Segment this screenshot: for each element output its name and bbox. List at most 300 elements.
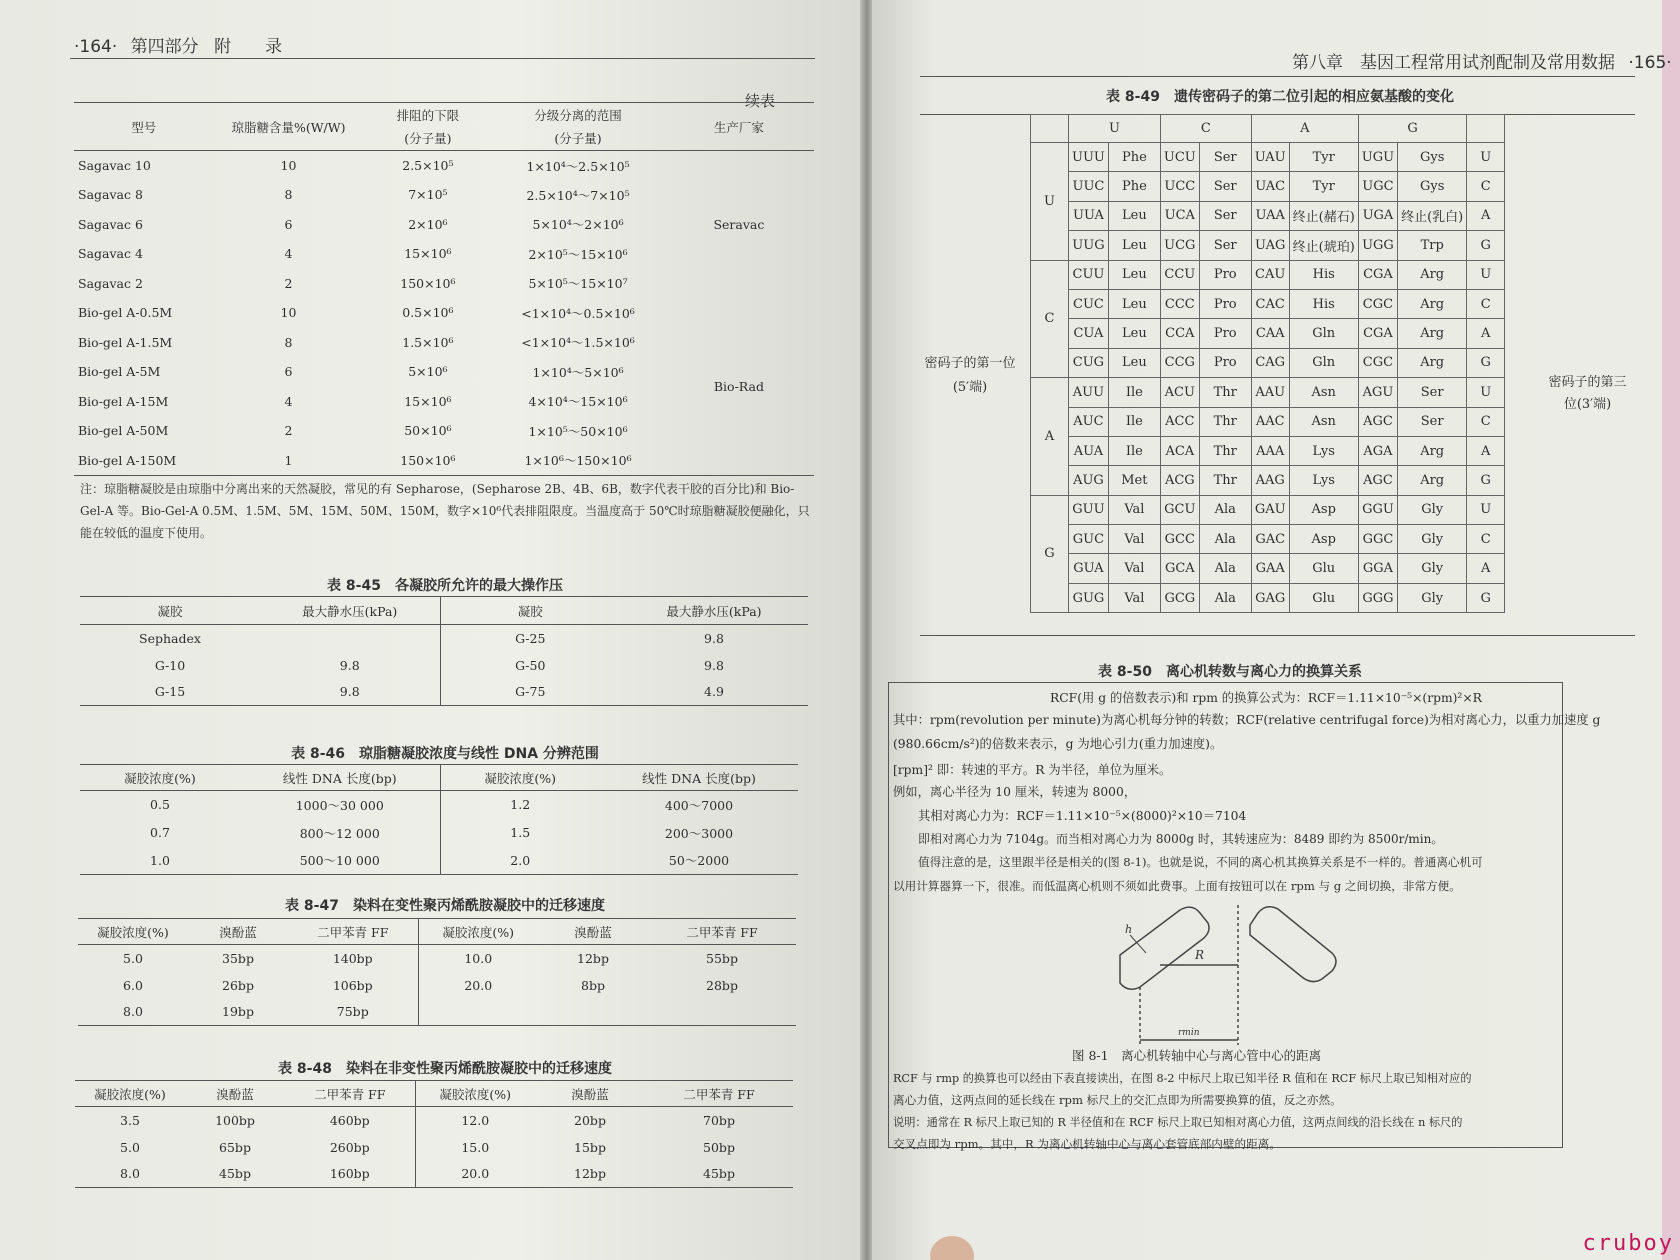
amino-acid: Arg <box>1398 260 1467 289</box>
gel-exclusion-limit: 50×10⁶ <box>404 423 452 439</box>
amino-acid: Lys <box>1289 466 1358 495</box>
third-base: G <box>1467 348 1505 377</box>
amino-acid: His <box>1289 260 1358 289</box>
third-base: U <box>1467 378 1505 407</box>
t845-right-cell: G-25 <box>440 625 620 652</box>
t846-right-cell: 2.0 <box>440 847 600 875</box>
watermark: cruboy <box>1582 1231 1674 1256</box>
gel-header-exclusion: 排阻的下限 <box>396 107 460 123</box>
second-base-a: A <box>1251 115 1358 143</box>
codon-row <box>1031 143 1505 172</box>
third-base: U <box>1467 495 1505 524</box>
t845-left-cell: 9.8 <box>339 684 360 700</box>
t846-row <box>80 791 798 819</box>
gel-fractionation-range: 4×10⁴～15×10⁶ <box>528 394 628 410</box>
t848-right-cell: 15bp <box>574 1139 606 1155</box>
codon: GUU <box>1069 495 1109 524</box>
t849-caption: 表 8-49 遗传密码子的第二位引起的相应氨基酸的变化 <box>1106 89 1454 105</box>
t847-h3: 二甲苯青 FF <box>317 924 389 940</box>
codon-header-row <box>1031 115 1505 143</box>
t848-row <box>75 1107 793 1134</box>
t845-h3: 凝胶 <box>440 597 620 625</box>
codon: UCA <box>1160 201 1199 230</box>
right-chapter-title: 第八章 基因工程常用试剂配制及常用数据 <box>1292 53 1615 73</box>
codon: UCC <box>1160 172 1199 201</box>
t850-line-8: 值得注意的是，这里跟半径是相关的(图 8-1)。也就是说，不同的离心机其换算关系是不一样的。普通离心机可 <box>918 855 1483 869</box>
codon: AAU <box>1251 378 1289 407</box>
t848-h1: 凝胶浓度(%) <box>94 1086 166 1102</box>
figure-caption: 图 8-1 离心机转轴中心与离心管中心的距离 <box>1072 1048 1322 1063</box>
gel-maker: Seravac <box>713 217 765 232</box>
t848-left-cell: 65bp <box>219 1139 251 1155</box>
t847-h1: 凝胶浓度(%) <box>97 924 169 940</box>
codon-row <box>1031 554 1505 583</box>
gel-exclusion-limit: 0.5×10⁶ <box>402 305 454 321</box>
amino-acid: Thr <box>1199 378 1251 407</box>
t845-row <box>80 679 808 706</box>
codon: GUG <box>1069 583 1109 612</box>
codon-table <box>1030 114 1505 613</box>
amino-acid: Leu <box>1108 201 1160 230</box>
gel-content: 6 <box>284 364 293 380</box>
t847-left-cell: 26bp <box>222 977 254 993</box>
amino-acid: Asp <box>1289 495 1358 524</box>
gel-content: 8 <box>284 334 293 350</box>
t846-left-cell: 800～12 000 <box>299 825 380 841</box>
first-position-label-1: 密码子的第一位 <box>924 356 1016 371</box>
codon: CGA <box>1358 319 1397 348</box>
codon: CCG <box>1160 348 1199 377</box>
right-page-number: ·165· <box>1628 53 1672 73</box>
codon: AUC <box>1069 407 1109 436</box>
codon-row <box>1031 525 1505 554</box>
codon-row <box>1031 436 1505 465</box>
gel-maker: Bio-Rad <box>713 378 764 394</box>
t846-caption: 表 8-46 琼脂糖凝胶浓度与线性 DNA 分辨范围 <box>291 746 599 762</box>
amino-acid: Pro <box>1199 289 1251 318</box>
third-position-label-2: 位(3′端) <box>1563 397 1612 412</box>
t848-h3: 二甲苯青 FF <box>314 1086 386 1102</box>
t846-h3: 凝胶浓度(%) <box>440 765 600 791</box>
right-tube-outline <box>1250 907 1336 982</box>
amino-acid: Asp <box>1289 525 1358 554</box>
first-base: U <box>1031 143 1069 261</box>
amino-acid: Arg <box>1398 466 1467 495</box>
gel-model: Sagavac 8 <box>78 187 143 203</box>
t847-left-cell: 5.0 <box>123 950 143 966</box>
amino-acid: Ala <box>1199 583 1251 612</box>
third-base: A <box>1467 554 1505 583</box>
t846-left-cell: 1.0 <box>150 852 170 868</box>
gel-fractionation-range: 2.5×10⁴～7×10⁵ <box>526 187 630 203</box>
codon: UAA <box>1251 201 1289 230</box>
amino-acid: Leu <box>1108 231 1160 260</box>
t846-left-cell: 500～10 000 <box>299 853 380 869</box>
header-rule <box>70 58 815 59</box>
gel-model: Bio-gel A-5M <box>78 364 161 380</box>
codon-row <box>1031 231 1505 260</box>
gel-content: 8 <box>284 187 293 203</box>
amino-acid: Thr <box>1199 436 1251 465</box>
first-position-label <box>910 352 1030 400</box>
t848-h4: 凝胶浓度(%) <box>415 1081 535 1107</box>
right-page-header <box>1292 48 1672 73</box>
gel-exclusion-limit: 15×10⁶ <box>404 393 452 409</box>
gel-model: Sagavac 10 <box>78 158 151 173</box>
t847-h6: 二甲苯青 FF <box>686 924 758 940</box>
amino-acid: Val <box>1108 583 1160 612</box>
t848-h5: 溴酚蓝 <box>571 1086 609 1102</box>
t846-header <box>80 765 798 791</box>
amino-acid: Pro <box>1199 319 1251 348</box>
t845-h4: 最大静水压(kPa) <box>666 603 762 619</box>
codon-row <box>1031 378 1505 407</box>
left-section-label: 第四部分 <box>130 37 199 57</box>
t848-right-cell: 20.0 <box>415 1161 535 1188</box>
second-base-c: C <box>1160 115 1251 143</box>
t846-right-cell: 1.2 <box>440 791 600 819</box>
t850-line-13: 交叉点即为 rpm。其中，R 为离心机转轴中心与离心套管底部内壁的距离。 <box>893 1137 1281 1151</box>
codon: CCC <box>1160 289 1199 318</box>
t846-row <box>80 847 798 875</box>
gel-content: 6 <box>284 216 293 232</box>
t847-left-cell: 75bp <box>336 1004 369 1020</box>
amino-acid: Met <box>1108 466 1160 495</box>
first-position-label-2: (5′端) <box>952 380 988 395</box>
codon: GCA <box>1160 554 1199 583</box>
gel-model: Bio-gel A-15M <box>78 393 169 409</box>
left-section-title: 附 录 <box>214 37 283 57</box>
amino-acid: Ala <box>1199 554 1251 583</box>
codon: AUG <box>1069 466 1109 495</box>
t845-table <box>80 596 808 706</box>
gel-model: Sagavac 2 <box>78 275 143 291</box>
codon-row <box>1031 172 1505 201</box>
t848-right-cell: 15.0 <box>415 1134 535 1161</box>
t846-right-cell: 200～3000 <box>664 825 734 841</box>
t850-line-10: RCF 与 rmp 的换算也可以经由下表直接读出，在图 8-2 中标尺上取已知半径 R 值和在 RCF 标尺上取已知相对应的 <box>893 1072 1472 1085</box>
gel-fractionation-range: 1×10⁵～50×10⁶ <box>528 423 628 439</box>
t850-line-2: 其中：rpm(revolution per minute)为离心机每分钟的转数；RCF(relative centrifugal force)为相对离心力，以重力加速度 g <box>893 713 1601 727</box>
t845-caption: 表 8-45 各凝胶所允许的最大操作压 <box>327 578 563 594</box>
t847-right-cell <box>648 999 796 1026</box>
codon-row <box>1031 201 1505 230</box>
amino-acid: Ser <box>1199 201 1251 230</box>
amino-acid: Ser <box>1199 143 1251 172</box>
amino-acid: Gln <box>1289 319 1358 348</box>
codon: CAG <box>1251 348 1289 377</box>
codon: ACU <box>1160 378 1199 407</box>
t848-right-cell: 70bp <box>703 1112 735 1128</box>
codon: UUG <box>1069 231 1109 260</box>
gel-fractionation-range: 2×10⁵～15×10⁶ <box>528 246 628 262</box>
t850-line-12: 说明：通常在 R 标尺上取已知的 R 半径值和在 RCF 标尺上取已知相对离心力值，这两点间线的沿长线在 n 标尺的 <box>893 1116 1463 1129</box>
third-base: G <box>1467 466 1505 495</box>
codon: UCU <box>1160 143 1199 172</box>
gel-table-note: 注：琼脂糖凝胶是由琼脂中分离出来的天然凝胶，常见的有 Sepharose，(Sepharose 2B、4B、6B，数字代表干胶的百分比)和 Bio-Gel-A 等。Bio-Gel-A 0.5M、1.5M、5M、15M、50M、150M，数字×10⁶代表排阻限度。当温度高于 50℃时琼脂糖凝胶便融化，只能在较低的温度下使用。 <box>80 482 810 540</box>
codon: UGA <box>1358 201 1397 230</box>
t848-table <box>75 1080 793 1188</box>
t845-header <box>80 597 808 625</box>
amino-acid: Ile <box>1108 436 1160 465</box>
codon: AGC <box>1358 407 1397 436</box>
codon: GAC <box>1251 525 1289 554</box>
t847-left-cell: 8.0 <box>123 1004 143 1020</box>
codon-corner-right <box>1467 115 1505 143</box>
t847-header <box>78 919 796 945</box>
t848-h2: 溴酚蓝 <box>216 1086 254 1102</box>
amino-acid: Ala <box>1199 495 1251 524</box>
t846-h1: 凝胶浓度(%) <box>124 770 196 786</box>
amino-acid: His <box>1289 289 1358 318</box>
amino-acid: Glu <box>1289 554 1358 583</box>
t848-row <box>75 1161 793 1188</box>
t850-line-9: 以用计算器算一下，很准。而低温离心机则不须如此费事。上面有按钮可以在 rpm 与 g 之间切换，非常方便。 <box>893 879 1461 893</box>
gel-header-range: 分级分离的范围 <box>534 107 622 123</box>
amino-acid: Gln <box>1289 348 1358 377</box>
first-base: A <box>1031 378 1069 496</box>
gel-header-mw-2: (分子量) <box>554 131 602 147</box>
t850-formula: RCF(用 g 的倍数表示)和 rpm 的换算公式为：RCF＝1.11×10⁻⁵×(rpm)²×R <box>1050 691 1482 705</box>
t850-line-3: (980.66cm/s²)的倍数来表示，g 为地心引力(重力加速度)。 <box>893 737 1223 751</box>
t845-left-cell: G-15 <box>154 684 186 700</box>
t847-h5: 溴酚蓝 <box>574 924 612 940</box>
amino-acid: Gys <box>1398 143 1467 172</box>
codon-row <box>1031 407 1505 436</box>
gel-exclusion-limit: 5×10⁶ <box>408 364 448 380</box>
amino-acid: Val <box>1108 495 1160 524</box>
codon: AAC <box>1251 407 1289 436</box>
first-base: G <box>1031 495 1069 613</box>
gel-content: 4 <box>284 393 293 409</box>
amino-acid: Tyr <box>1289 143 1358 172</box>
codon: ACC <box>1160 407 1199 436</box>
h-label: h <box>1125 923 1133 936</box>
gel-fractionation-range: 5×10⁴～2×10⁶ <box>532 217 624 233</box>
first-base: C <box>1031 260 1069 378</box>
amino-acid: Leu <box>1108 348 1160 377</box>
codon: ACA <box>1160 436 1199 465</box>
rotor-diagram <box>1100 895 1350 1055</box>
t848-row <box>75 1134 793 1161</box>
codon-row <box>1031 583 1505 612</box>
amino-acid: Arg <box>1398 348 1467 377</box>
gel-fractionation-range: <1×10⁴～0.5×10⁶ <box>521 305 635 321</box>
t845-left-cell <box>260 625 440 652</box>
t848-header <box>75 1081 793 1107</box>
codon-corner <box>1031 115 1069 143</box>
amino-acid: Tyr <box>1289 172 1358 201</box>
codon: UCG <box>1160 231 1199 260</box>
third-base: G <box>1467 231 1505 260</box>
t850-caption: 表 8-50 离心机转数与离心力的换算关系 <box>1098 664 1362 680</box>
amino-acid: Arg <box>1398 289 1467 318</box>
amino-acid: Phe <box>1108 143 1160 172</box>
t846-right-cell: 1.5 <box>440 819 600 847</box>
codon: AAG <box>1251 466 1289 495</box>
amino-acid: Phe <box>1108 172 1160 201</box>
gel-exclusion-limit: 15×10⁶ <box>404 246 452 262</box>
codon: GCU <box>1160 495 1199 524</box>
t845-right-cell: 4.9 <box>704 684 724 700</box>
t845-right-cell: G-75 <box>440 679 620 706</box>
t845-left-cell: Sephadex <box>139 630 201 646</box>
codon-row <box>1031 319 1505 348</box>
codon: CCA <box>1160 319 1199 348</box>
codon: AGC <box>1358 466 1397 495</box>
t846-right-cell: 400～7000 <box>664 797 734 813</box>
t848-right-cell: 12bp <box>574 1166 606 1182</box>
t850-line-6: 其相对离心力为：RCF＝1.11×10⁻⁵×(8000)²×10＝7104 <box>918 809 1247 823</box>
gel-fractionation-range: 5×10⁵～15×10⁷ <box>528 276 628 292</box>
t848-left-cell: 160bp <box>329 1166 370 1182</box>
amino-acid: Thr <box>1199 466 1251 495</box>
t848-right-cell: 12.0 <box>415 1107 535 1134</box>
codon: UAC <box>1251 172 1289 201</box>
codon: AUA <box>1069 436 1109 465</box>
third-base: C <box>1467 407 1505 436</box>
t847-left-cell: 6.0 <box>123 977 143 993</box>
t846-left-cell: 1000～30 000 <box>295 797 384 813</box>
t847-right-cell: 8bp <box>581 977 605 993</box>
amino-acid: Leu <box>1108 260 1160 289</box>
t846-h2: 线性 DNA 长度(bp) <box>282 770 397 786</box>
gel-model: Sagavac 6 <box>78 216 143 232</box>
gel-fractionation-range: <1×10⁴～1.5×10⁶ <box>521 335 635 351</box>
t847-right-cell: 55bp <box>706 950 738 966</box>
codon: GGU <box>1358 495 1397 524</box>
amino-acid: Gly <box>1398 525 1467 554</box>
amino-acid: Trp <box>1398 231 1467 260</box>
t848-left-cell: 3.5 <box>120 1112 140 1128</box>
codon: AAA <box>1251 436 1289 465</box>
amino-acid: Ile <box>1108 407 1160 436</box>
third-base: C <box>1467 525 1505 554</box>
t848-right-cell: 45bp <box>703 1166 735 1182</box>
t845-left-cell: 9.8 <box>339 657 360 673</box>
t846-left-cell: 0.5 <box>150 797 170 813</box>
codon: UAU <box>1251 143 1289 172</box>
gel-content: 4 <box>284 246 293 262</box>
amino-acid: Leu <box>1108 289 1160 318</box>
amino-acid: Gys <box>1398 172 1467 201</box>
codon: CAC <box>1251 289 1289 318</box>
t845-row <box>80 625 808 652</box>
t848-left-cell: 8.0 <box>120 1166 140 1182</box>
gel-table-row <box>74 151 814 181</box>
codon: GUC <box>1069 525 1109 554</box>
codon: UGG <box>1358 231 1397 260</box>
codon: CGC <box>1358 289 1397 318</box>
background-edge <box>1662 0 1680 1260</box>
t847-right-cell: 12bp <box>577 950 609 966</box>
second-base-g: G <box>1358 115 1466 143</box>
amino-acid: Asn <box>1289 407 1358 436</box>
t850-line-5: 例如，离心半径为 10 厘米，转速为 8000， <box>893 785 1137 799</box>
t847-right-cell <box>538 999 648 1026</box>
codon: CAU <box>1251 260 1289 289</box>
t846-h4: 线性 DNA 长度(bp) <box>642 770 756 786</box>
gel-header-maker: 生产厂家 <box>713 119 764 135</box>
t847-left-cell: 140bp <box>332 950 373 966</box>
codon: ACG <box>1160 466 1199 495</box>
codon: GGA <box>1358 554 1397 583</box>
gel-exclusion-limit: 2×10⁶ <box>408 216 448 232</box>
t848-caption: 表 8-48 染料在非变性聚丙烯酰胺凝胶中的迁移速度 <box>278 1061 612 1077</box>
amino-acid: Asn <box>1289 378 1358 407</box>
gel-fractionation-range: 1×10⁶～150×10⁶ <box>524 453 632 468</box>
codon: AUU <box>1069 378 1109 407</box>
codon: GAG <box>1251 583 1289 612</box>
t847-right-cell: 28bp <box>706 977 738 993</box>
codon: GAA <box>1251 554 1289 583</box>
gel-model: Sagavac 4 <box>78 246 143 262</box>
t848-left-cell: 260bp <box>329 1139 370 1155</box>
t845-row <box>80 652 808 679</box>
codon: GGC <box>1358 525 1397 554</box>
t847-left-cell: 35bp <box>222 950 254 966</box>
third-base: C <box>1467 289 1505 318</box>
left-page-number: ·164· <box>74 37 118 57</box>
gel-model: Bio-gel A-1.5M <box>78 334 173 350</box>
amino-acid: Gly <box>1398 583 1467 612</box>
third-base: U <box>1467 143 1505 172</box>
third-base: G <box>1467 583 1505 612</box>
t845-h1: 凝胶 <box>157 603 183 619</box>
gel-header-mw-1: (分子量) <box>404 131 452 147</box>
t845-h2: 最大静水压(kPa) <box>302 603 398 619</box>
right-header-rule <box>920 76 1635 77</box>
gel-content: 10 <box>280 158 297 173</box>
codon-row <box>1031 260 1505 289</box>
t847-right-cell: 20.0 <box>418 972 538 999</box>
gel-fractionation-range: 1×10⁴～2.5×10⁵ <box>526 158 630 174</box>
codon-row <box>1031 495 1505 524</box>
codon: GCG <box>1160 583 1199 612</box>
third-base: A <box>1467 319 1505 348</box>
codon: AGA <box>1358 436 1397 465</box>
continued-label: 续表 <box>745 92 776 110</box>
codon: UUU <box>1069 143 1109 172</box>
t847-row <box>78 972 796 999</box>
amino-acid: Arg <box>1398 436 1467 465</box>
codon: AGU <box>1358 378 1397 407</box>
amino-acid: Ser <box>1199 172 1251 201</box>
amino-acid: 终止(琥珀) <box>1289 231 1358 260</box>
third-base: A <box>1467 436 1505 465</box>
codon: GAU <box>1251 495 1289 524</box>
third-base: C <box>1467 172 1505 201</box>
codon: UUC <box>1069 172 1109 201</box>
t847-left-cell: 19bp <box>222 1004 254 1020</box>
gel-content: 10 <box>280 305 297 321</box>
t847-h2: 溴酚蓝 <box>219 924 257 940</box>
rmin-label: rmin <box>1178 1028 1200 1038</box>
t846-left-cell: 0.7 <box>150 825 170 840</box>
amino-acid: Ser <box>1398 407 1467 436</box>
gel-content: 1 <box>284 452 293 468</box>
t848-left-cell: 45bp <box>219 1166 251 1182</box>
third-position-label-1: 密码子的第三 <box>1548 375 1627 390</box>
codon: CUG <box>1069 348 1109 377</box>
t847-row <box>78 945 796 972</box>
codon: UGC <box>1358 172 1397 201</box>
t847-caption: 表 8-47 染料在变性聚丙烯酰胺凝胶中的迁移速度 <box>285 898 605 914</box>
codon: CUU <box>1069 260 1109 289</box>
amino-acid: Pro <box>1199 260 1251 289</box>
t850-line-7: 即相对离心力为 7104g。而当相对离心力为 8000g 时，其转速应为：8489 即约为 8500r/min。 <box>918 832 1444 846</box>
codon: GCC <box>1160 525 1199 554</box>
